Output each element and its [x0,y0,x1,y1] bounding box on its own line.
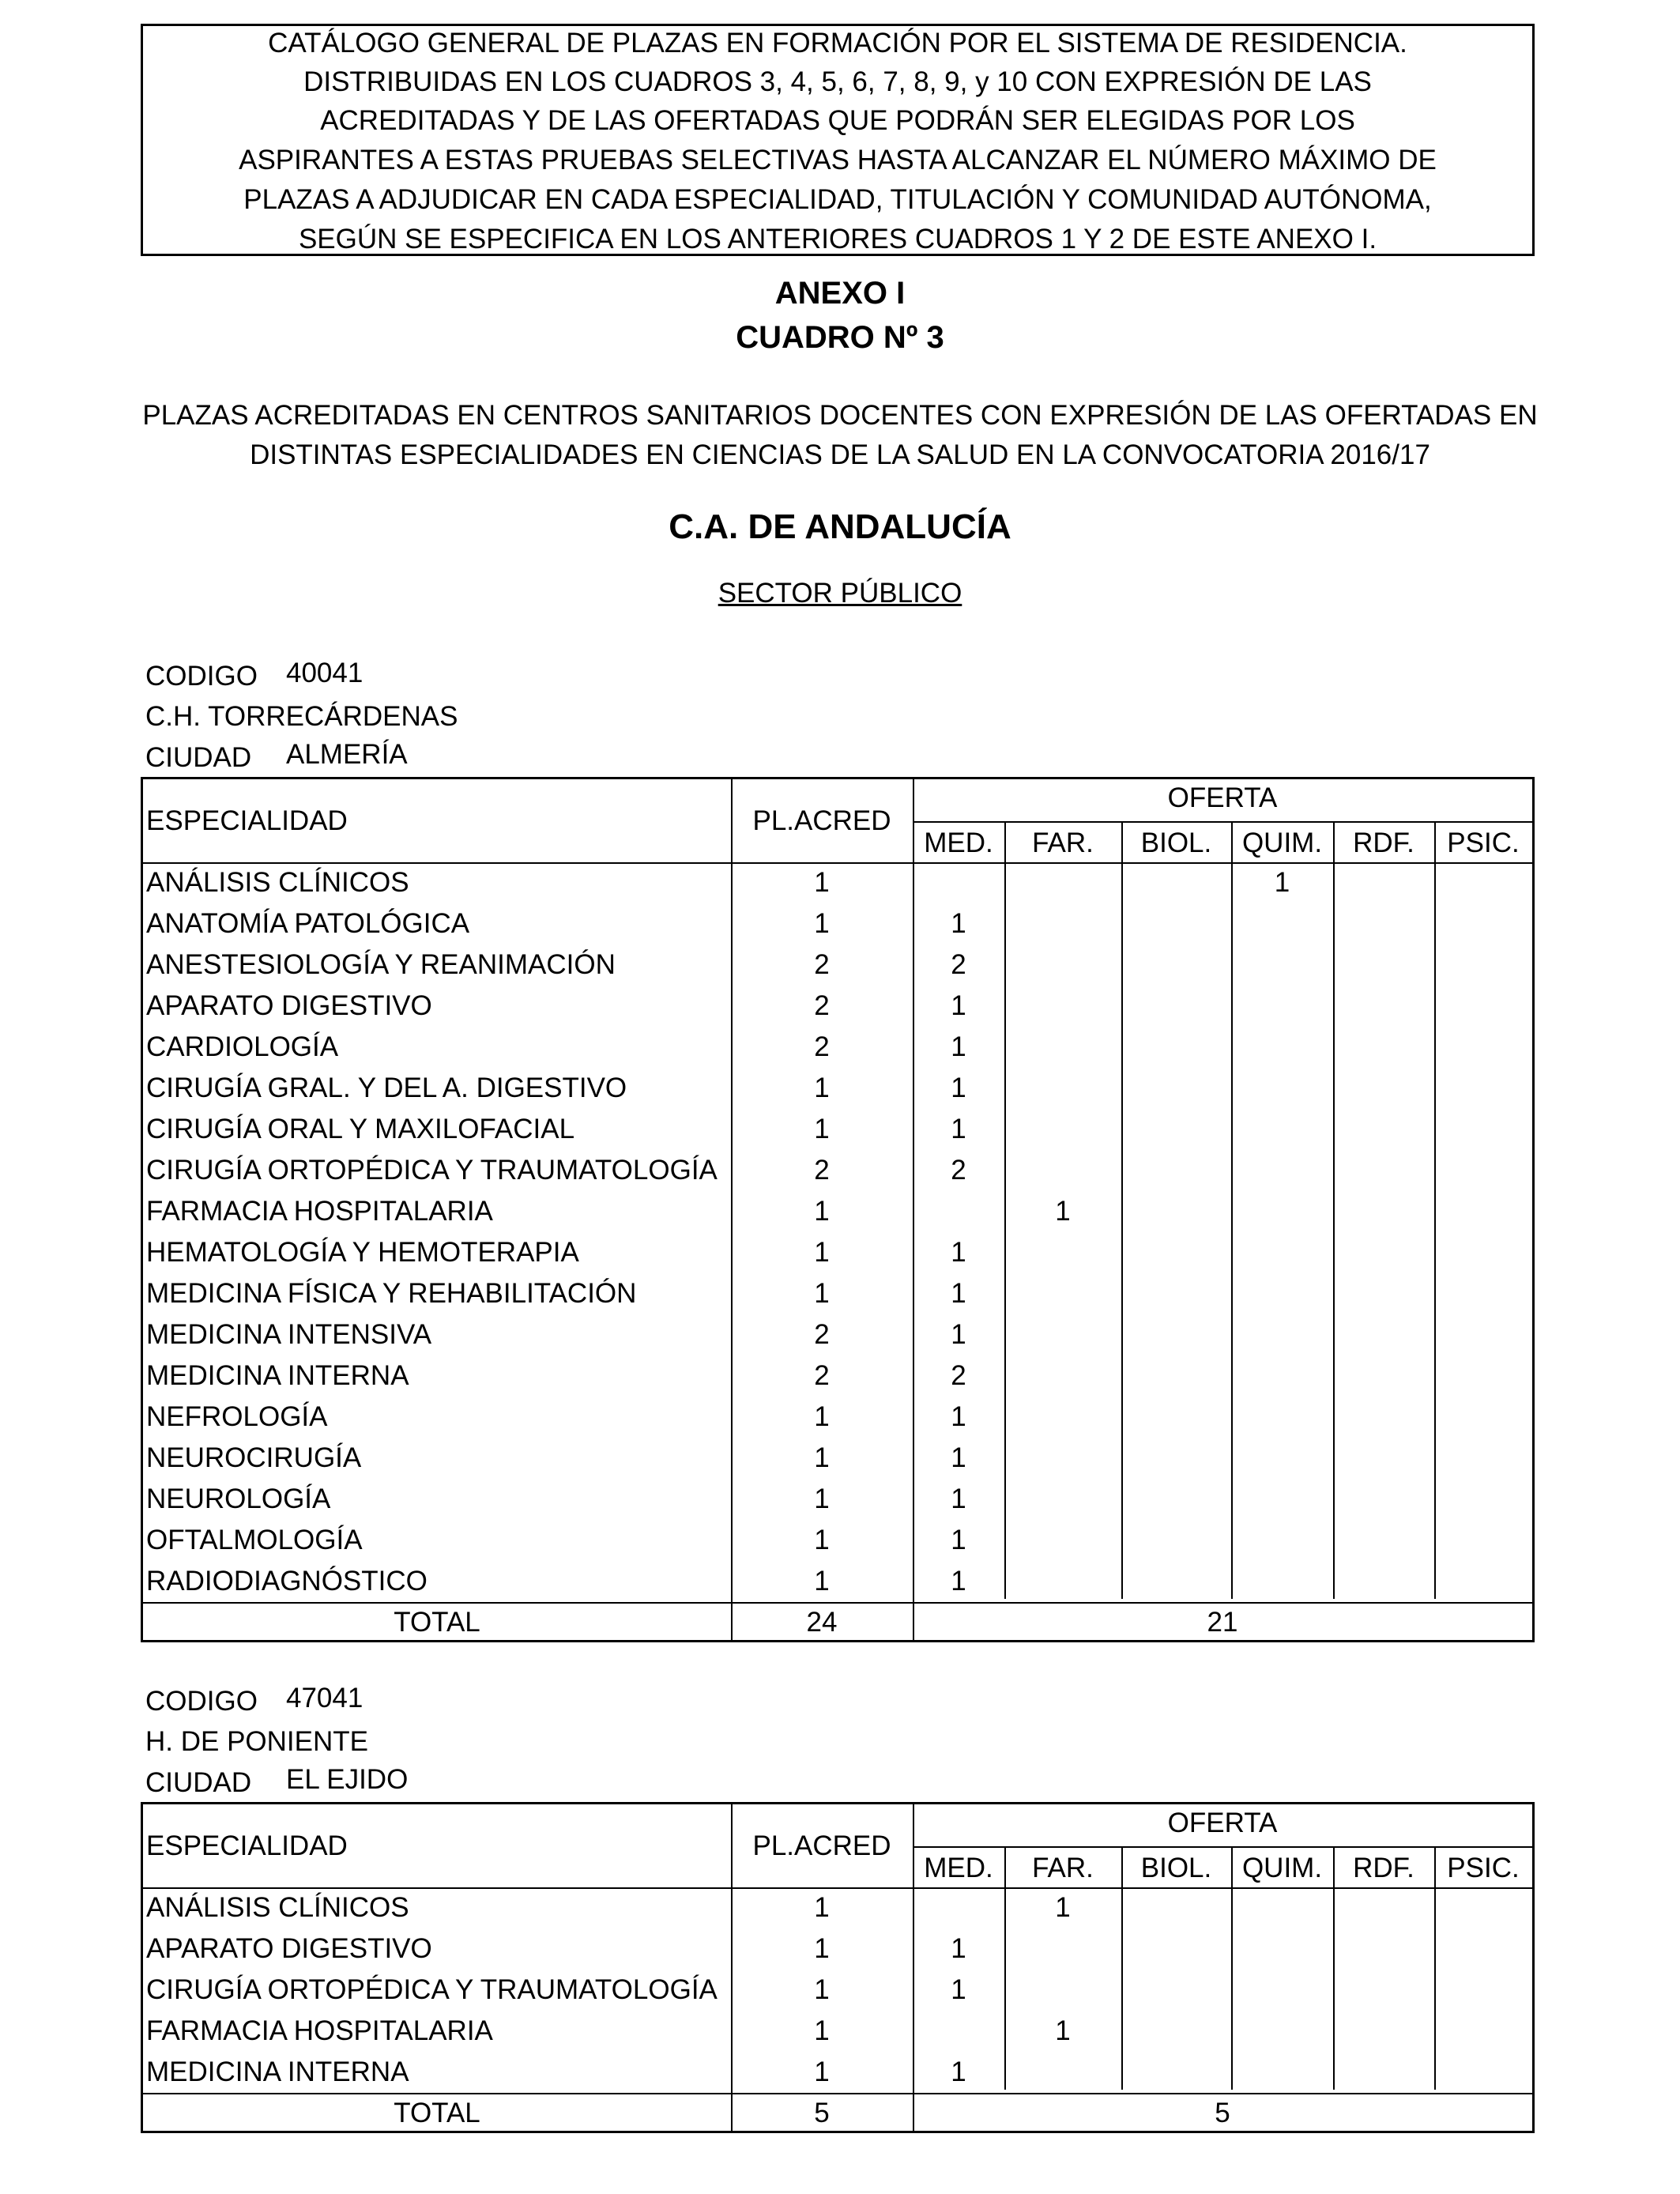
total-label: TOTAL [394,2098,480,2128]
header-line: SEGÚN SE ESPECIFICA EN LOS ANTERIORES CUADROS 1 Y 2 DE ESTE ANEXO I. [298,224,1377,254]
header-especialidad: ESPECIALIDAD [146,1830,348,1861]
header-especialidad: ESPECIALIDAD [146,805,348,836]
codigo-label: CODIGO [145,661,258,692]
header-line: CATÁLOGO GENERAL DE PLAZAS EN FORMACIÓN POR EL SISTEMA DE RESIDENCIA. [268,28,1407,58]
table-row-oferta: 1 [951,1401,966,1432]
header-line: ASPIRANTES A ESTAS PRUEBAS SELECTIVAS HASTA ALCANZAR EL NÚMERO MÁXIMO DE [239,145,1437,175]
total-divider [143,1602,1532,1604]
center-name: C.H. TORRECÁRDENAS [145,701,458,732]
table-row-oferta: 1 [1274,867,1290,898]
table-row-placred: 2 [814,949,830,980]
table-row-oferta: 1 [951,1319,966,1350]
table-row-oferta: 1 [951,1442,966,1473]
table-row-placred: 2 [814,1155,830,1186]
table-row-especialidad: MEDICINA INTENSIVA [146,1319,432,1350]
table-row-especialidad: NEFROLOGÍA [146,1401,328,1432]
header-divider [143,862,1532,864]
table-row-placred: 1 [814,1237,830,1268]
table-row-placred: 1 [814,1483,830,1514]
codigo-label: CODIGO [145,1686,258,1717]
total-placred: 24 [806,1607,838,1638]
table-row-oferta: 1 [951,908,966,939]
table-row-placred: 1 [814,2056,830,2087]
table-row-especialidad: APARATO DIGESTIVO [146,1933,432,1964]
total-placred: 5 [814,2098,830,2128]
table-row-placred: 2 [814,1319,830,1350]
table-row-especialidad: ANÁLISIS CLÍNICOS [146,1892,409,1923]
header-oferta: OFERTA [1167,1808,1278,1838]
header-sub-column: BIOL. [1140,1852,1212,1883]
table-row-especialidad: FARMACIA HOSPITALARIA [146,2015,493,2046]
table-row-placred: 1 [814,1566,830,1596]
table-row-placred: 1 [814,1401,830,1432]
cuadro-title: CUADRO Nº 3 [736,320,944,355]
header-sub-column: QUIM. [1241,827,1323,858]
table-row-oferta: 1 [951,990,966,1021]
table-row-oferta: 1 [951,1278,966,1309]
table-row-especialidad: CIRUGÍA ORAL Y MAXILOFACIAL [146,1114,575,1144]
total-label: TOTAL [394,1607,480,1638]
table-row-especialidad: APARATO DIGESTIVO [146,990,432,1021]
ciudad-value: EL EJIDO [286,1764,409,1795]
table-row-especialidad: RADIODIAGNÓSTICO [146,1566,428,1596]
center-name: H. DE PONIENTE [145,1726,368,1757]
region-title: C.A. DE ANDALUCÍA [669,507,1011,546]
header-sub-column: PSIC. [1447,1852,1520,1883]
table-row-especialidad: CIRUGÍA GRAL. Y DEL A. DIGESTIVO [146,1072,627,1103]
table-row-oferta: 1 [951,1483,966,1514]
header-sub-column: FAR. [1032,1852,1094,1883]
table-row-especialidad: ANESTESIOLOGÍA Y REANIMACIÓN [146,949,616,980]
header-line: DISTRIBUIDAS EN LOS CUADROS 3, 4, 5, 6, 7, 8, 9, y 10 CON EXPRESIÓN DE LAS [303,66,1372,97]
subtitle-line: DISTINTAS ESPECIALIDADES EN CIENCIAS DE LA SALUD EN LA CONVOCATORIA 2016/17 [250,439,1430,470]
table-row-especialidad: HEMATOLOGÍA Y HEMOTERAPIA [146,1237,579,1268]
column-divider [1333,821,1335,1600]
table-row-placred: 2 [814,1360,830,1391]
header-oferta: OFERTA [1167,782,1278,813]
table-row-oferta: 1 [951,2056,966,2087]
header-sub-column: PSIC. [1447,827,1520,858]
table-row-placred: 2 [814,990,830,1021]
ciudad-label: CIUDAD [145,742,252,773]
total-oferta: 5 [1215,2098,1230,2128]
table-row-oferta: 1 [951,1031,966,1062]
column-divider [1231,821,1233,1600]
column-divider [1121,821,1123,1600]
header-sub-column: BIOL. [1140,827,1212,858]
table-row-oferta: 1 [1055,1892,1071,1923]
table-row-oferta: 2 [951,1360,966,1391]
total-divider [143,2093,1532,2094]
table-row-especialidad: CARDIOLOGÍA [146,1031,339,1062]
header-line: ACREDITADAS Y DE LAS OFERTADAS QUE PODRÁN SER ELEGIDAS POR LOS [320,105,1355,136]
table-row-especialidad: CIRUGÍA ORTOPÉDICA Y TRAUMATOLOGÍA [146,1974,718,2005]
table-row-placred: 1 [814,1442,830,1473]
header-sub-column: RDF. [1353,1852,1414,1883]
header-sub-column: RDF. [1353,827,1414,858]
table-row-placred: 1 [814,1974,830,2005]
table-row-placred: 1 [814,867,830,898]
header-sub-column: MED. [924,827,993,858]
subtitle-line: PLAZAS ACREDITADAS EN CENTROS SANITARIOS DOCENTES CON EXPRESIÓN DE LAS OFERTADAS EN [142,400,1538,431]
total-oferta: 21 [1207,1607,1238,1638]
codigo-value: 40041 [286,658,363,688]
table-row-oferta: 1 [951,1974,966,2005]
table-row-especialidad: MEDICINA FÍSICA Y REHABILITACIÓN [146,1278,637,1309]
table-row-especialidad: MEDICINA INTERNA [146,2056,409,2087]
table-row-oferta: 1 [951,1933,966,1964]
catalog-header-box [141,24,1535,256]
table-row-oferta: 1 [951,1525,966,1555]
codigo-value: 47041 [286,1683,363,1713]
table-row-oferta: 1 [951,1237,966,1268]
specialty-table [141,777,1535,1642]
table-row-placred: 2 [814,1031,830,1062]
table-row-oferta: 2 [951,949,966,980]
header-line: PLAZAS A ADJUDICAR EN CADA ESPECIALIDAD, TITULACIÓN Y COMUNIDAD AUTÓNOMA, [243,184,1432,215]
table-row-placred: 1 [814,1892,830,1923]
table-row-oferta: 1 [951,1114,966,1144]
table-row-oferta: 1 [951,1072,966,1103]
table-row-placred: 1 [814,2015,830,2046]
sector-label: SECTOR PÚBLICO [718,578,962,609]
table-row-especialidad: ANATOMÍA PATOLÓGICA [146,908,470,939]
table-row-placred: 1 [814,1114,830,1144]
table-row-oferta: 2 [951,1155,966,1186]
table-row-placred: 1 [814,1196,830,1227]
ciudad-label: CIUDAD [145,1767,252,1798]
table-row-especialidad: NEUROCIRUGÍA [146,1442,362,1473]
table-row-placred: 1 [814,1278,830,1309]
table-row-oferta: 1 [1055,1196,1071,1227]
table-row-especialidad: NEUROLOGÍA [146,1483,331,1514]
table-row-especialidad: MEDICINA INTERNA [146,1360,409,1391]
table-row-especialidad: ANÁLISIS CLÍNICOS [146,867,409,898]
column-divider [1434,821,1436,1600]
table-row-oferta: 1 [951,1566,966,1596]
header-placred: PL.ACRED [752,1830,891,1861]
table-row-placred: 1 [814,1933,830,1964]
table-row-especialidad: OFTALMOLOGÍA [146,1525,363,1555]
specialty-table [141,1802,1535,2133]
table-row-placred: 1 [814,1072,830,1103]
table-row-oferta: 1 [1055,2015,1071,2046]
annex-title: ANEXO I [774,276,906,311]
ciudad-value: ALMERÍA [286,739,408,770]
table-row-placred: 1 [814,1525,830,1555]
header-sub-column: FAR. [1032,827,1094,858]
header-sub-column: QUIM. [1241,1852,1323,1883]
table-row-especialidad: FARMACIA HOSPITALARIA [146,1196,493,1227]
header-sub-column: MED. [924,1852,993,1883]
header-divider [143,1887,1532,1889]
header-placred: PL.ACRED [752,805,891,836]
table-row-placred: 1 [814,908,830,939]
table-row-especialidad: CIRUGÍA ORTOPÉDICA Y TRAUMATOLOGÍA [146,1155,718,1186]
